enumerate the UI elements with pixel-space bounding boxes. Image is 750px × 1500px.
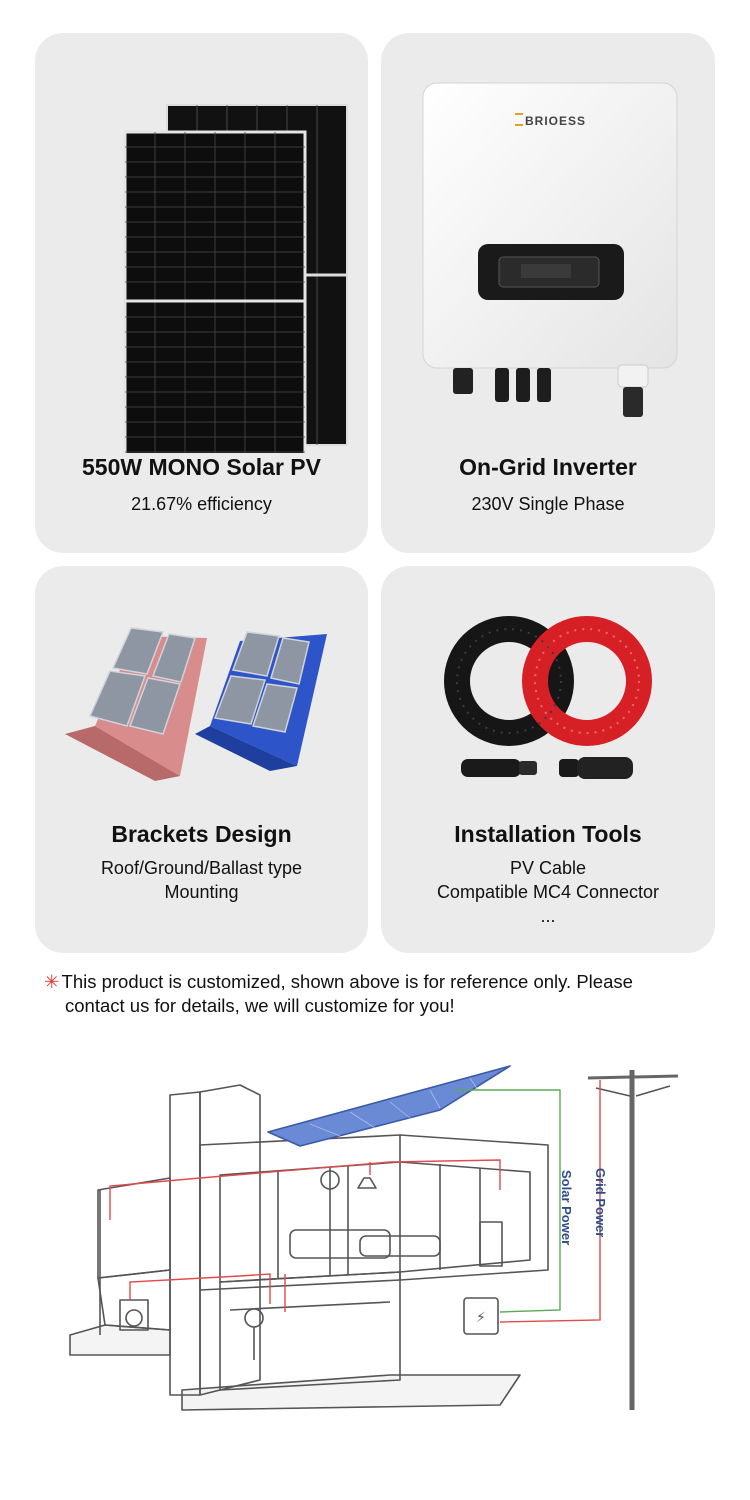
product-card-installation-tools xyxy=(381,566,715,953)
card-subtitle: 230V Single Phase xyxy=(471,494,625,514)
card-title: Installation Tools xyxy=(454,821,642,847)
product-card-solar-pv xyxy=(35,33,368,553)
customization-note xyxy=(44,970,704,1018)
note-line-1: This product is customized, shown above is for reference only. Please xyxy=(61,971,633,992)
note-line-2: contact us for details, we will customize for you! xyxy=(65,995,455,1016)
product-card-brackets xyxy=(35,566,368,953)
asterisk-icon: ✳ xyxy=(44,971,60,992)
brand-logo xyxy=(515,113,586,128)
card-subtitle: Compatible MC4 Connector xyxy=(436,882,660,902)
solar-power-label: Solar Power xyxy=(559,1170,574,1246)
solar-panel-image xyxy=(35,33,368,453)
card-title: 550W MONO Solar PV xyxy=(81,454,321,480)
lightning-icon: ⚡ xyxy=(476,1309,486,1325)
grid-power-label: Grid Power xyxy=(593,1168,608,1238)
card-title: On-Grid Inverter xyxy=(459,454,637,480)
card-subtitle: ... xyxy=(540,906,556,926)
inverter-image xyxy=(381,33,715,433)
cables-connectors-image xyxy=(381,566,715,796)
mounting-brackets-image xyxy=(35,566,368,786)
card-subtitle: Roof/Ground/Ballast type xyxy=(100,858,303,878)
card-subtitle: Mounting xyxy=(164,882,239,902)
card-title: Brackets Design xyxy=(111,821,292,847)
card-subtitle: 21.67% efficiency xyxy=(131,494,272,514)
card-subtitle: PV Cable xyxy=(509,858,587,878)
brand-name: BRIOESS xyxy=(525,114,587,128)
home-solar-system-diagram xyxy=(40,1050,700,1450)
product-card-inverter xyxy=(381,33,715,553)
